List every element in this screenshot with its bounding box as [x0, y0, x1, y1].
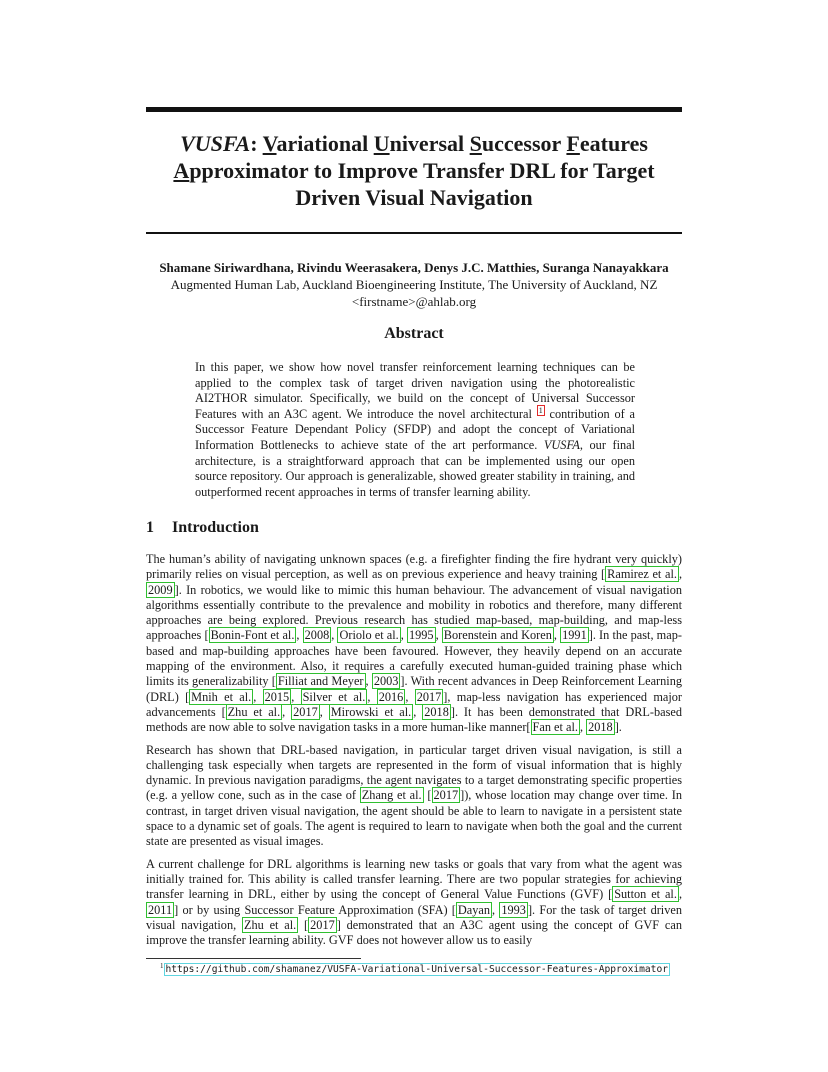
footnote-rule — [146, 958, 361, 959]
citation-link[interactable]: Zhang et al. — [361, 788, 422, 803]
contact-email: <firstname>@ahlab.org — [351, 294, 477, 309]
affiliation: Augmented Human Lab, Auckland Bioengineering Institute, The University of Auckland, NZ — [170, 277, 658, 292]
citation-link[interactable]: Filliat and Meyer — [277, 674, 364, 689]
citation-link[interactable]: 2017 — [416, 689, 442, 704]
citation-link[interactable]: 2017 — [433, 788, 459, 803]
citation-link[interactable]: 2018 — [588, 720, 613, 735]
title-bottom-rule — [146, 232, 682, 234]
citation-link[interactable]: Dayan — [457, 902, 490, 917]
citation-link[interactable]: 2011 — [148, 902, 173, 917]
abstract-text: In this paper, we show how novel transfer reinforcement learning techniques can be applied to the complex task of target driven navigation using the photorealistic AI2THOR simulator. Specifically, we build on the concept of Universal Successor Features with an A3C agent. We introduce the novel architectural $^1$ contribution of a Successor Feature Dependant Policy (SFDP) and adopt the concept of Variational Information Bottlenecks to achieve state of the art performance. VUSFA, our final architecture, is a straightforward approach that can be implemented using our open source repository. Our approach is generalizable, showed greater stability in training, and outperformed recent approaches in terms of transfer learning ability. — [195, 360, 636, 499]
citation-link[interactable]: Bonin-Font et al. — [210, 628, 295, 643]
repository-url-link[interactable]: https://github.com/shamanez/VUSFA-Variational-Universal-Successor-Features-Approximator — [165, 964, 669, 976]
author-list: Shamane Siriwardhana, Rivindu Weerasakera, Denys J.C. Matthies, Suranga Nanayakkara — [159, 260, 669, 275]
citation-link[interactable]: 2018 — [424, 704, 449, 719]
abstract-heading: Abstract — [384, 325, 444, 342]
footnote-ref-link[interactable]: 1 — [538, 405, 543, 415]
citation-link[interactable]: Mnih et al. — [191, 689, 252, 704]
citation-link[interactable]: 1995 — [408, 628, 434, 643]
footnote — [160, 962, 670, 975]
title-top-rule — [146, 107, 682, 112]
citation-link[interactable]: Sutton et al. — [614, 887, 677, 902]
citation-link[interactable]: 2017 — [310, 917, 335, 932]
citation-link[interactable]: Ramirez et al. — [607, 567, 677, 582]
citation-link[interactable]: Borenstein and Koren — [443, 628, 552, 643]
citation-link[interactable]: Zhu et al. — [243, 917, 297, 932]
citation-link[interactable]: 2008 — [304, 628, 330, 643]
citation-link[interactable]: 2015 — [264, 689, 290, 704]
citation-link[interactable]: 1993 — [501, 902, 526, 917]
citation-link[interactable]: 2017 — [293, 704, 318, 719]
introduction-body — [146, 552, 682, 955]
paragraph-3: A current challenge for DRL algorithms is learning new tasks or goals that vary from what the agent was initially trained for. This ability is called transfer learning. There are two popular strategies for achieving transfer learning in DRL, either by using the concept of General Value Functions (GVF) [ Sutton et al. , 2011 ] or by using Successor Feature Approximation (SFA) [ Dayan , 1993 ]. For the task of target driven visual navigation, Zhu et al. [ 2017 ] demonstrated that an A3C agent using the concept of GVF can improve the transfer learning ability. GVF does not however allow us to easily — [146, 856, 683, 948]
citation-link[interactable]: Oriolo et al. — [339, 628, 399, 643]
paragraph-1: The human’s ability of navigating unknown spaces (e.g. a firefighter finding the fire hydrant very quickly) primarily relies on visual perception, as well as on previous experience and heavy training [ Ramirez et al. , 2009 ]. In robotics, we would like to mimic this human behaviour. The advancement of visual navigation algorithms essentially contribute to the prevalence and mobility in robotics and therefore, many different approaches are being explored. Previous research has studied map-based, map-building, and map-less approaches [ Bonin-Font et al. , 2008 , Oriolo et al. , 1995 , Borenstein and Koren , 1991 ]. In the past, map-based and map-building approaches have been favoured. However, they heavily depend on an accurate mapping of the environment. Also, it requires a carefully executed human-guided training phase which limits its generalizability [ Filliat and Meyer , 2003 ]. With recent advances in Deep Reinforcement Learning (DRL) [ Mnih et al. , 2015 , Silver et al. , 2016 , 2017 ], map-less navigation has experienced major advancements [ Zhu et al. , 2017 , Mirowski et al. , 2018 ]. It has been demonstrated that DRL-based methods are now able to solve navigation tasks in a more human-like manner[ Fan et al. , 2018 ]. — [146, 552, 683, 735]
paragraph-2: Research has shown that DRL-based navigation, in particular target driven visual navigation, is still a challenging task especially when targets are represented in the form of visual information that is highly dynamic. In previous navigation paradigms, the agent navigates to a target demonstrating specific properties (e.g. a yellow cone, such as in the case of Zhang et al. [ 2017 ]), whose location may change over time. In contrast, in target driven visual navigation, the agent should be able to learn to navigate in a persistent state space to a dynamic set of goals. The agent is required to learn to navigate when both the goal and the current state are presented as visual images. — [146, 742, 682, 849]
paper-title: VUSFA: Variational Universal Successor Features Approximator to Improve Transfer DRL for Target Driven Visual Navigation — [173, 131, 655, 210]
citation-link[interactable]: 1991 — [562, 628, 587, 643]
footnote-mark: 1 — [160, 962, 164, 970]
citation-link[interactable]: Silver et al. — [302, 689, 366, 704]
citation-link[interactable]: 2009 — [148, 582, 173, 597]
citation-link[interactable]: Fan et al. — [532, 720, 578, 735]
citation-link[interactable]: 2003 — [373, 674, 399, 689]
citation-link[interactable]: Mirowski et al. — [330, 704, 412, 719]
citation-link[interactable]: Zhu et al. — [227, 704, 281, 719]
section-heading-introduction: 1 Introduction — [146, 519, 259, 536]
citation-link[interactable]: 2016 — [378, 689, 404, 704]
